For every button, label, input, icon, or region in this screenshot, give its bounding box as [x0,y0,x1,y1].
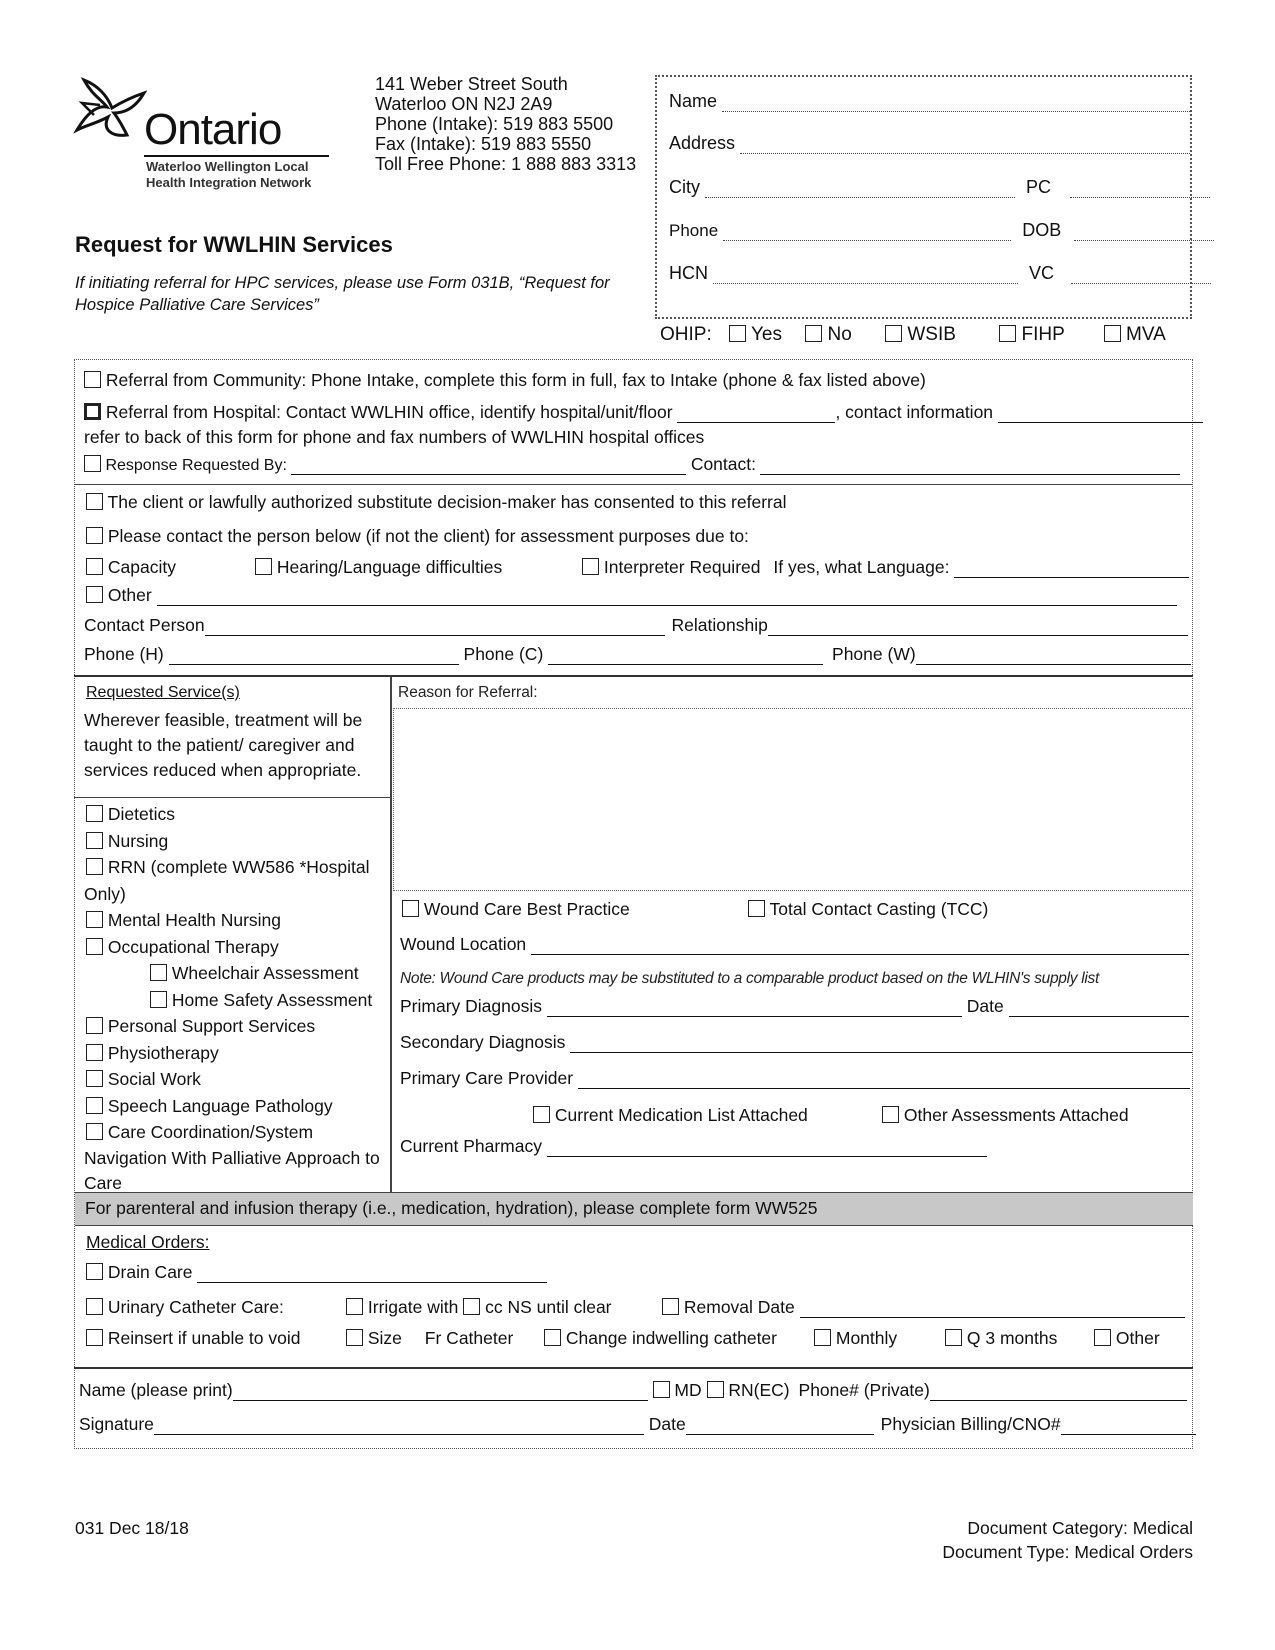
monthly-label: Monthly [835,1328,898,1348]
toll-free: Toll Free Phone: 1 888 883 3313 [375,154,637,174]
dietetics-checkbox[interactable] [86,805,103,822]
hospital-referral-checkbox[interactable] [84,403,101,420]
phone-h-field[interactable] [169,646,459,665]
monthly-checkbox[interactable] [814,1329,831,1346]
referral-contact-label: Contact: [690,454,756,474]
phone-label: Phone [669,221,719,240]
reason-textarea[interactable] [393,708,1193,891]
med-list-checkbox[interactable] [533,1106,550,1123]
contact-person-field[interactable] [205,617,665,636]
orders-other-checkbox[interactable] [1094,1329,1111,1346]
logo-sub1: Waterloo Wellington Local [146,159,309,174]
other-reason-label: Other [107,585,152,605]
language-field[interactable] [954,559,1189,578]
hearing-label: Hearing/Language difficulties [276,557,503,577]
hospital-unit-field[interactable] [677,404,835,423]
change-catheter-label: Change indwelling catheter [565,1328,777,1348]
dietetics-label: Dietetics [107,804,175,824]
medical-orders-heading: Medical Orders: [86,1232,210,1252]
other-assess-label: Other Assessments Attached [903,1105,1129,1125]
capacity-label: Capacity [107,557,176,577]
other-assess-checkbox[interactable] [882,1106,899,1123]
fihp-checkbox[interactable] [999,325,1016,342]
pc-label: PC [1026,177,1052,197]
private-phone-field[interactable] [930,1382,1187,1401]
care-coordination-cont: Care [84,1172,122,1193]
pc-field[interactable] [1070,181,1210,198]
billing-label: Physician Billing/CNO# [880,1414,1061,1434]
hpc-note-line: If initiating referral for HPC services, please use Form 031B, “Request for [75,274,610,292]
prescriber-name-label: Name (please print) [79,1380,233,1400]
phone-w-label: Phone (W) [832,644,916,664]
primary-dx-field[interactable] [547,998,962,1017]
slp-label: Speech Language Pathology [107,1095,333,1116]
community-referral-checkbox[interactable] [84,371,101,388]
wound-location-label: Wound Location [400,934,527,954]
vc-field[interactable] [1071,267,1211,284]
hospital-referral-label: Referral from Hospital: Contact WWLHIN office, identify hospital/unit/floor [105,402,673,422]
phone-c-label: Phone (C) [463,644,544,664]
relationship-field[interactable] [768,617,1188,636]
services-intro-line: taught to the patient/ caregiver and [84,735,355,755]
change-catheter-checkbox[interactable] [544,1329,561,1346]
fax-intake: Fax (Intake): 519 883 5550 [375,134,592,154]
urinary-catheter-checkbox[interactable] [86,1298,103,1315]
city-field[interactable] [705,181,1015,198]
private-phone-label: Phone# (Private) [798,1380,930,1400]
physio-checkbox[interactable] [86,1044,103,1061]
divider [74,675,1193,677]
contact-person-label: Contact Person [84,615,205,635]
med-list-label: Current Medication List Attached [554,1105,808,1125]
nursing-checkbox[interactable] [86,832,103,849]
rn-checkbox[interactable] [707,1381,724,1398]
dob-field[interactable] [1074,224,1214,241]
phone-field[interactable] [723,224,1011,241]
rrn-checkbox[interactable] [86,858,103,875]
pss-label: Personal Support Services [107,1016,316,1036]
contact-below-label: Please contact the person below (if not the client) for assessment purposes due to: [107,526,749,546]
mva-label: MVA [1126,324,1166,345]
hcn-field[interactable] [713,267,1018,284]
md-checkbox[interactable] [653,1381,670,1398]
interpreter-label: Interpreter Required [603,557,761,577]
language-label: If yes, what Language: [773,557,950,577]
removal-date-label: Removal Date [683,1297,795,1317]
pcp-field[interactable] [578,1070,1190,1089]
contact-info-field[interactable] [998,404,1203,423]
phone-w-field[interactable] [916,646,1191,665]
other-reason-field[interactable] [157,587,1177,606]
document-type: Document Type: Medical Orders [942,1542,1193,1562]
pharmacy-field[interactable] [547,1138,987,1157]
home-safety-checkbox[interactable] [150,991,167,1008]
ot-label: Occupational Therapy [107,936,279,957]
irrigate-label: Irrigate with [367,1297,459,1317]
consent-checkbox[interactable] [86,493,103,510]
slp-checkbox[interactable] [86,1097,103,1114]
q3-months-checkbox[interactable] [945,1329,962,1346]
fr-catheter-label: Fr Catheter [424,1328,514,1348]
md-label: MD [674,1380,702,1400]
ohip-no-checkbox[interactable] [805,325,822,342]
divider [74,797,390,798]
reinsert-checkbox[interactable] [86,1329,103,1346]
hpc-note-line: Hospice Palliative Care Services” [75,296,319,314]
care-coordination-checkbox[interactable] [86,1123,103,1140]
logo-wordmark: Ontario [144,105,282,154]
address-line: 141 Weber Street South [375,74,568,94]
irrigate-cc-checkbox[interactable] [463,1298,480,1315]
rn-label: RN(EC) [728,1380,790,1400]
home-safety-label: Home Safety Assessment [171,989,373,1010]
dob-label: DOB [1022,220,1062,240]
services-list [86,801,380,1196]
wheelchair-checkbox[interactable] [150,964,167,981]
capacity-checkbox[interactable] [86,558,103,575]
ontario-logo [72,75,337,195]
logo-sub2: Health Integration Network [146,175,312,190]
secondary-dx-field[interactable] [570,1034,1192,1053]
size-label: Size [367,1328,402,1348]
response-requested-field[interactable] [291,456,686,475]
contact-info-label: , contact information [835,402,994,422]
cc-ns-label: cc NS until clear [485,1297,612,1317]
hcn-label: HCN [669,263,708,283]
social-work-checkbox[interactable] [86,1070,103,1087]
social-work-label: Social Work [107,1069,201,1089]
logo-rule [144,155,329,157]
phone-c-field[interactable] [548,646,823,665]
wound-best-label: Wound Care Best Practice [423,899,630,919]
consent-label: The client or lawfully authorized substitute decision-maker has consented to this referral [107,492,787,512]
billing-field[interactable] [1061,1416,1196,1435]
address-field[interactable] [740,137,1190,154]
care-coordination-label: Care Coordination/System [107,1122,314,1142]
name-field[interactable] [722,95,1192,112]
hearing-checkbox[interactable] [255,558,272,575]
other-reason-checkbox[interactable] [86,586,103,603]
drain-care-field[interactable] [197,1264,547,1283]
wound-location-field[interactable] [531,936,1189,955]
signoff-date-field[interactable] [686,1416,874,1435]
vc-label: VC [1029,263,1055,283]
orders-other-label: Other [1115,1328,1160,1348]
pcp-label: Primary Care Provider [400,1068,574,1088]
services-heading: Requested Service(s) [86,684,240,701]
response-requested-label: Response Requested By: [105,457,287,474]
form-code: 031 Dec 18/18 [75,1518,189,1538]
patient-info-box [655,75,1192,319]
primary-dx-date-label: Date [966,996,1004,1016]
parenteral-banner-text: For parenteral and infusion therapy (i.e., medication, hydration), please complete form WW525 [85,1198,818,1218]
phone-h-label: Phone (H) [84,644,164,664]
community-referral-label: Referral from Community: Phone Intake, complete this form in full, fax to Intake (phone & fax listed above) [105,370,926,390]
prescriber-name-field[interactable] [233,1382,648,1401]
mental-health-checkbox[interactable] [86,911,103,928]
wound-best-checkbox[interactable] [402,900,419,917]
tcc-checkbox[interactable] [748,900,765,917]
signature-label: Signature [79,1414,154,1434]
ohip-yes-checkbox[interactable] [729,325,746,342]
rrn-cont: Only) [84,883,126,904]
ohip-no-label: No [827,324,852,345]
q3-months-label: Q 3 months [966,1328,1058,1348]
document-category: Document Category: Medical [967,1518,1193,1538]
mva-checkbox[interactable] [1104,325,1121,342]
divider [74,1367,1193,1369]
parenteral-banner [75,1192,1193,1226]
secondary-dx-label: Secondary Diagnosis [400,1032,566,1052]
column-divider [390,677,392,1192]
signoff-date-label: Date [648,1414,686,1434]
ohip-label: OHIP: [660,324,712,345]
irrigate-checkbox[interactable] [346,1298,363,1315]
ohip-row [660,324,1166,346]
phone-intake: Phone (Intake): 519 883 5500 [375,114,614,134]
trillium-icon [72,75,147,145]
reinsert-label: Reinsert if unable to void [107,1328,301,1348]
size-checkbox[interactable] [346,1329,363,1346]
services-intro-line: Wherever feasible, treatment will be [84,710,363,730]
urinary-catheter-label: Urinary Catheter Care: [107,1297,284,1317]
city-label: City [669,177,700,197]
fihp-label: FIHP [1021,324,1065,345]
nursing-label: Nursing [107,830,169,851]
pss-checkbox[interactable] [86,1017,103,1034]
primary-dx-date-field[interactable] [1009,998,1189,1017]
care-coordination-cont: Navigation With Palliative Approach to [84,1147,380,1168]
referral-contact-field[interactable] [760,456,1180,475]
signature-field[interactable] [154,1416,644,1435]
wound-care-note: Note: Wound Care products may be substituted to a comparable product based on the WLHIN's supply list [400,970,1099,987]
address-line: Waterloo ON N2J 2A9 [375,94,553,114]
primary-dx-label: Primary Diagnosis [400,996,542,1016]
physio-label: Physiotherapy [107,1042,219,1063]
removal-date-checkbox[interactable] [662,1298,679,1315]
office-address [375,74,636,174]
drain-care-checkbox[interactable] [86,1263,103,1280]
reason-label: Reason for Referral: [398,684,538,701]
interpreter-checkbox[interactable] [582,558,599,575]
form-title: Request for WWLHIN Services [75,232,393,257]
services-intro [84,708,362,783]
mental-health-label: Mental Health Nursing [107,910,282,930]
tcc-label: Total Contact Casting (TCC) [769,899,989,919]
ohip-yes-label: Yes [750,324,782,345]
hpc-note [75,272,610,316]
removal-date-field[interactable] [800,1299,1185,1318]
rrn-label: RRN (complete WW586 *Hospital [107,857,370,877]
contact-below-checkbox[interactable] [86,527,103,544]
wsib-label: WSIB [907,324,956,345]
wheelchair-label: Wheelchair Assessment [171,963,359,983]
divider [74,484,1193,485]
address-label: Address [669,133,736,153]
ot-checkbox[interactable] [86,938,103,955]
response-requested-checkbox[interactable] [84,455,101,472]
services-intro-line: services reduced when appropriate. [84,760,362,780]
name-label: Name [669,91,718,111]
hospital-note: refer to back of this form for phone and fax numbers of WWLHIN hospital offices [84,427,705,447]
relationship-label: Relationship [671,615,768,635]
drain-care-label: Drain Care [107,1262,193,1282]
pharmacy-label: Current Pharmacy [400,1136,542,1156]
wsib-checkbox[interactable] [885,325,902,342]
